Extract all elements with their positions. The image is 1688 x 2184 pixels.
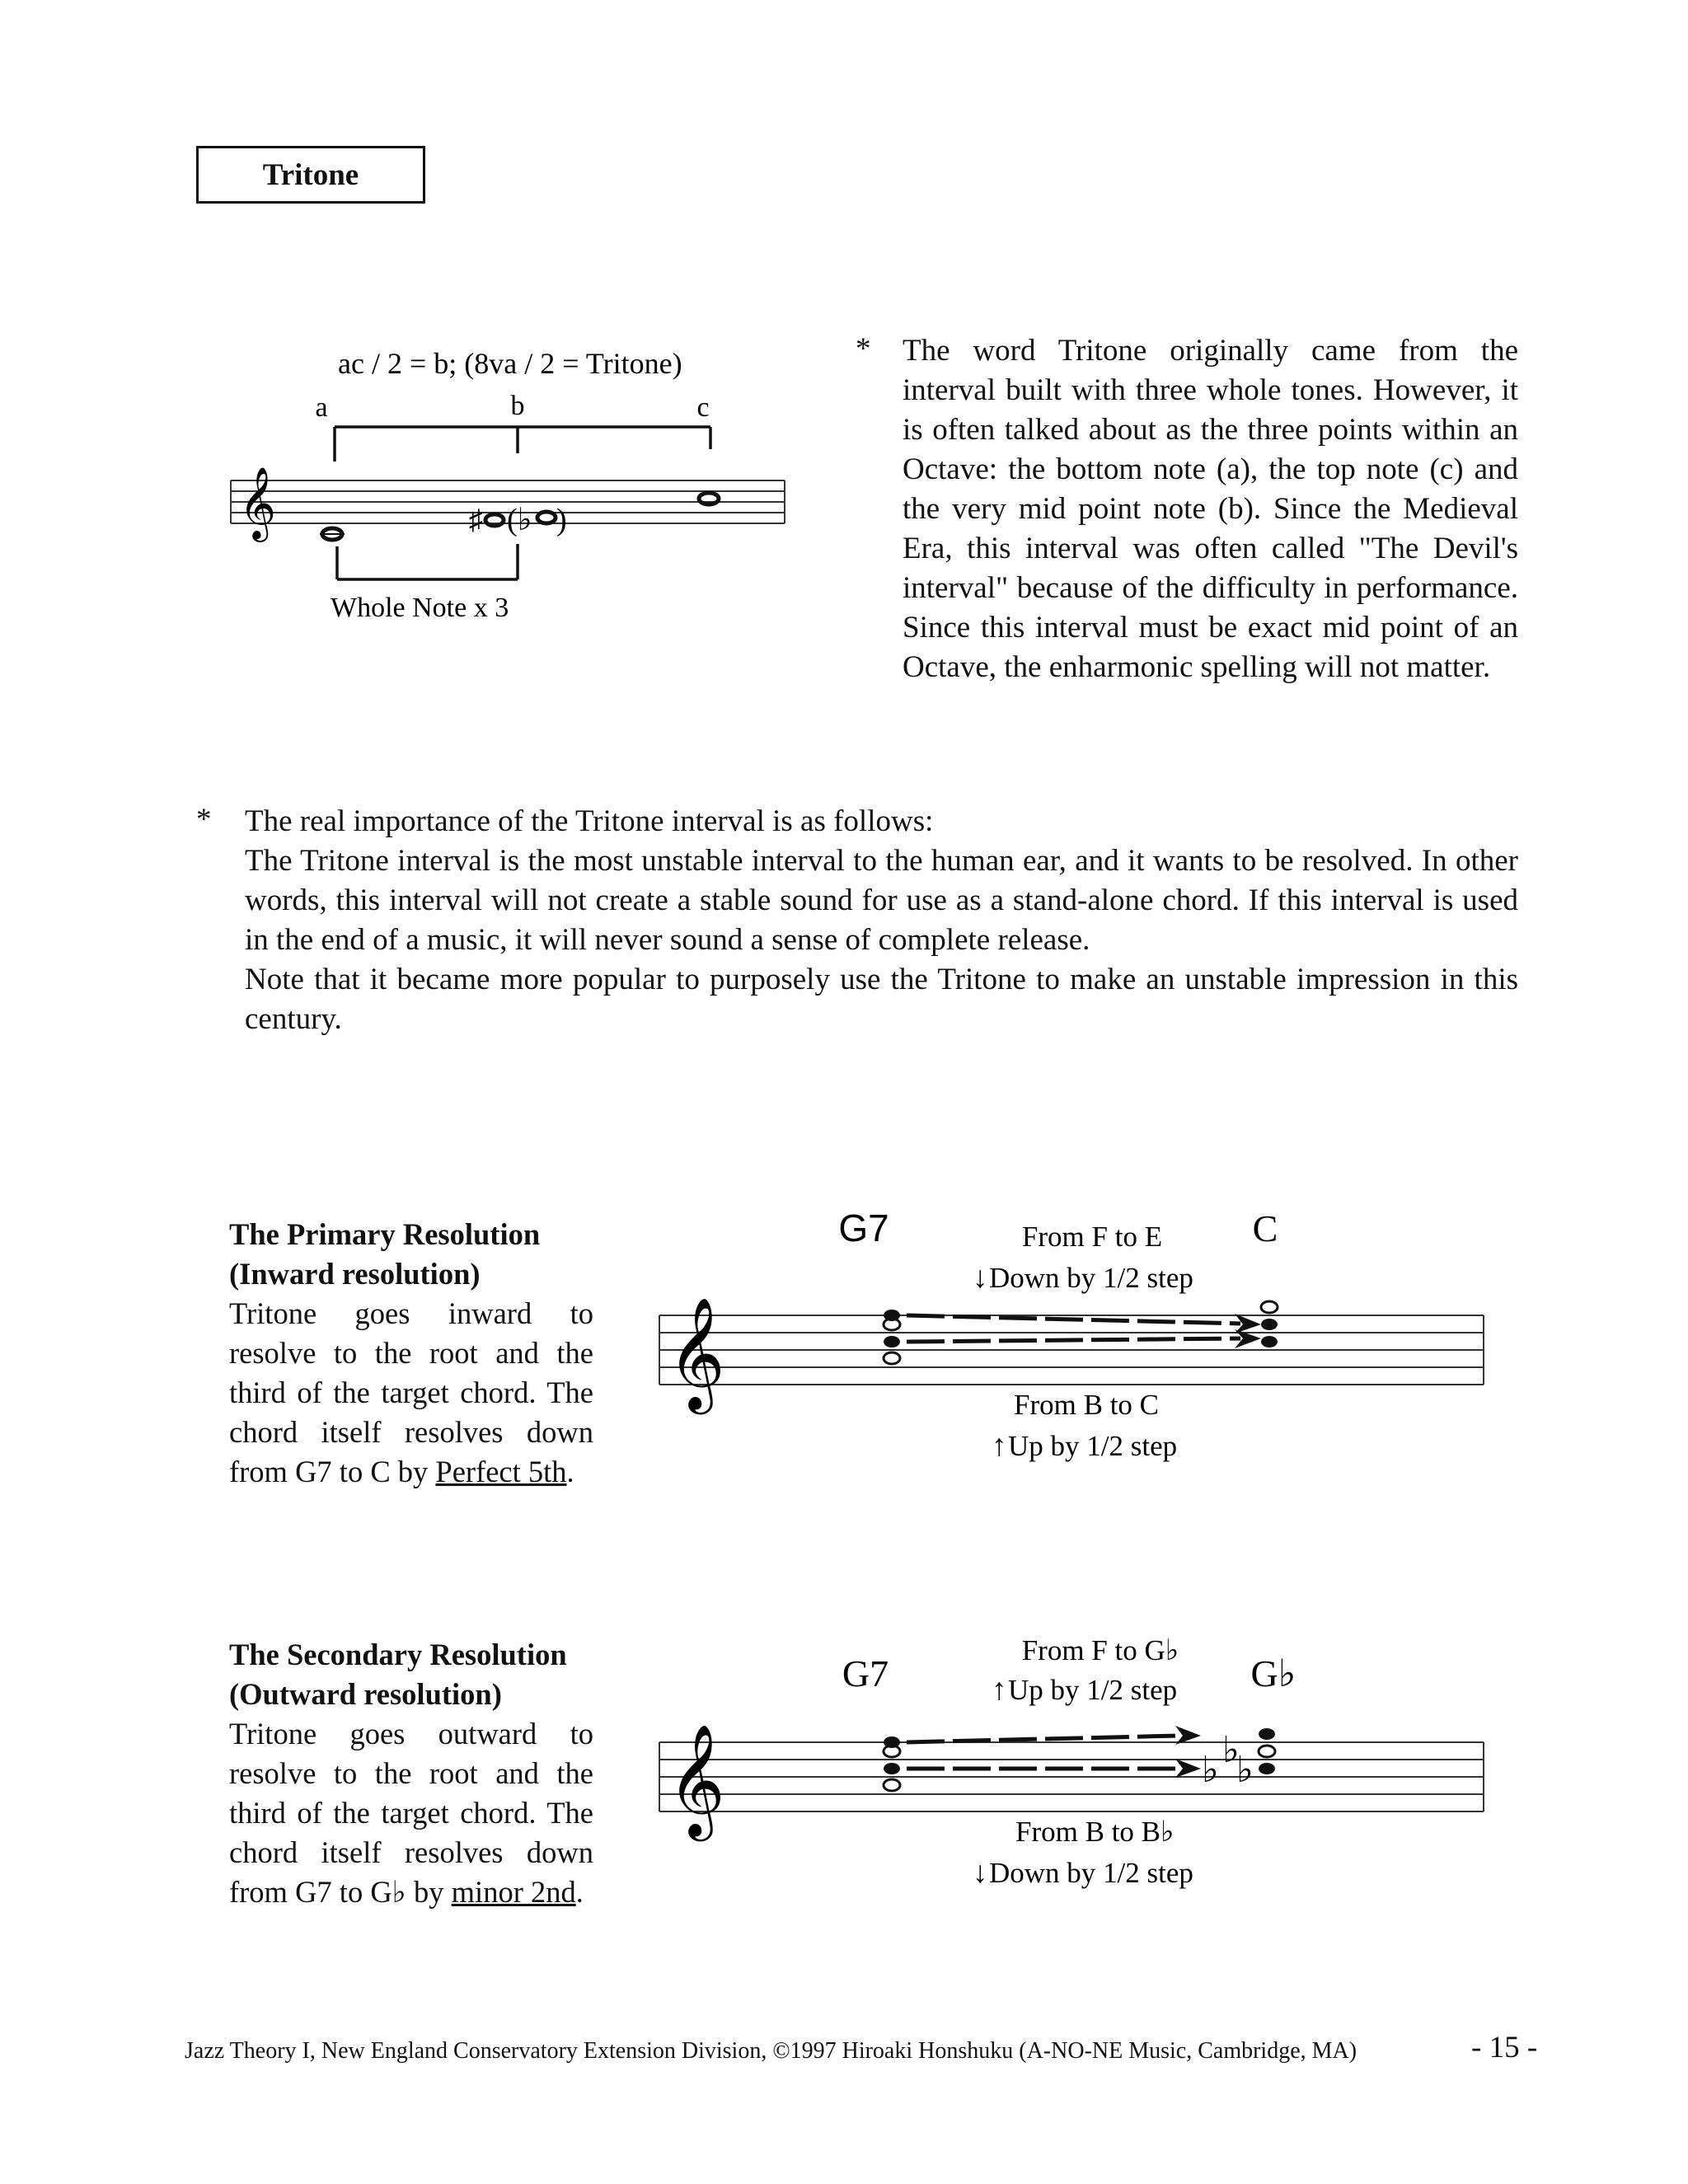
chord-c: C bbox=[1252, 1212, 1278, 1249]
bottom-label-step: Down by 1/2 step bbox=[989, 1857, 1193, 1889]
top-label-from: From F to E bbox=[1021, 1221, 1163, 1253]
whole-note-gflat bbox=[537, 512, 556, 523]
staff-lines bbox=[659, 1742, 1484, 1811]
paren-flat-note: (♭ bbox=[507, 503, 532, 537]
importance-para3: Note that it became more popular to purposely use the Tritone to make an unstable impression in this century. bbox=[245, 963, 1518, 1036]
treble-clef-icon: 𝄞 bbox=[668, 1300, 725, 1408]
down-arrow-icon: ↓ bbox=[973, 1261, 988, 1295]
primary-resolution-text bbox=[229, 1215, 593, 1492]
chord-g7: G7 bbox=[842, 1652, 889, 1694]
section-title: Tritone bbox=[196, 146, 425, 204]
label-c: c bbox=[696, 392, 710, 423]
treble-clef-icon: 𝄞 bbox=[239, 469, 276, 538]
c-chord-notes bbox=[1261, 1301, 1278, 1347]
bottom-label-from: From B to C bbox=[1014, 1389, 1160, 1421]
secondary-heading: The Secondary Resolution bbox=[229, 1638, 567, 1671]
secondary-resolution-text bbox=[229, 1635, 593, 1912]
intro-paragraph: The word Tritone originally came from the interval built with three whole tones. However, it is often talked about as the three points within an Octave: the bottom note (a), the top note (c) and the very mid point note (b). Since the Medieval Era, this interval was often called "The Devil's interval" because of the difficulty in performance. Since this interval must be exact mid point of an Octave, the enharmonic spelling will not matter. bbox=[903, 334, 1518, 684]
svg-text:): ) bbox=[556, 503, 567, 537]
down-arrow-icon: ↓ bbox=[973, 1856, 988, 1890]
whole-note-c bbox=[320, 528, 345, 540]
primary-body: Tritone goes inward to resolve to the root and the third of the target chord. The chord itself resolves down from G7 to C by Perfect 5th. bbox=[229, 1296, 593, 1488]
sharp-icon: ♯ bbox=[469, 505, 483, 536]
page-number: - 15 - bbox=[1471, 2031, 1538, 2064]
importance-line1: The real importance of the Tritone interval is as follows: bbox=[245, 804, 934, 838]
gflat-chord-notes bbox=[1259, 1728, 1275, 1774]
up-arrow-icon: ↑ bbox=[992, 1673, 1007, 1707]
minor-second-term: minor 2nd bbox=[451, 1875, 576, 1909]
bottom-bracket bbox=[337, 544, 518, 579]
whole-note-c-high bbox=[699, 493, 719, 504]
label-a: a bbox=[315, 392, 328, 423]
whole-note-fsharp bbox=[485, 514, 504, 526]
chord-g7: G7 bbox=[838, 1212, 889, 1249]
top-label-from: From F to G♭ bbox=[1021, 1634, 1179, 1666]
chord-gflat: G♭ bbox=[1250, 1652, 1296, 1694]
resolution-arrows bbox=[907, 1315, 1240, 1342]
label-b: b bbox=[510, 391, 525, 421]
perfect-fifth-term: Perfect 5th bbox=[435, 1455, 567, 1488]
top-label-step: Up by 1/2 step bbox=[1008, 1674, 1178, 1706]
g7-chord-notes bbox=[884, 1310, 900, 1364]
secondary-resolution-diagram bbox=[651, 1624, 1500, 1912]
tritone-equation: ac / 2 = b; (8va / 2 = Tritone) bbox=[338, 347, 682, 380]
top-label-step: Down by 1/2 step bbox=[989, 1262, 1193, 1294]
importance-paragraph bbox=[245, 802, 1518, 1039]
flat-icon: ♭ bbox=[1236, 1750, 1254, 1790]
flat-icon: ♭ bbox=[1222, 1730, 1240, 1770]
flat-icon: ♭ bbox=[1202, 1750, 1219, 1790]
importance-para2: The Tritone interval is the most unstable interval to the human ear, and it wants to be resolved. In other words, this interval will not create a stable sound for use as a stand-alone chord. If this interval is used in the end of a music, it will never sound a sense of complete release. bbox=[245, 844, 1518, 957]
footer-credit: Jazz Theory I, New England Conservatory Extension Division, ©1997 Hiroaki Honshuku (A-NO-NE Music, Cambridge, MA) bbox=[185, 2038, 1357, 2064]
top-bracket bbox=[335, 427, 710, 462]
whole-note-caption: Whole Note x 3 bbox=[331, 593, 509, 623]
primary-resolution-diagram bbox=[651, 1212, 1500, 1483]
secondary-body: Tritone goes outward to resolve to the root and the third of the target chord. The chord itself resolves down from G7 to G♭ by minor 2nd. bbox=[229, 1717, 593, 1909]
bullet-star: * bbox=[196, 803, 212, 837]
staff-lines bbox=[659, 1315, 1484, 1385]
resolution-arrows bbox=[907, 1736, 1179, 1769]
up-arrow-icon: ↑ bbox=[992, 1429, 1007, 1463]
treble-clef-icon: 𝄞 bbox=[668, 1727, 725, 1835]
bullet-star: * bbox=[856, 332, 871, 366]
secondary-subheading: (Outward resolution) bbox=[229, 1677, 502, 1711]
arrow-head bbox=[1175, 1759, 1201, 1778]
tritone-figure bbox=[223, 338, 799, 651]
primary-heading: The Primary Resolution bbox=[229, 1217, 541, 1251]
primary-subheading: (Inward resolution) bbox=[229, 1257, 481, 1291]
g7-chord-notes bbox=[884, 1736, 900, 1791]
bottom-label-step: Up by 1/2 step bbox=[1008, 1430, 1178, 1462]
bottom-label-from: From B to B♭ bbox=[1015, 1816, 1175, 1848]
